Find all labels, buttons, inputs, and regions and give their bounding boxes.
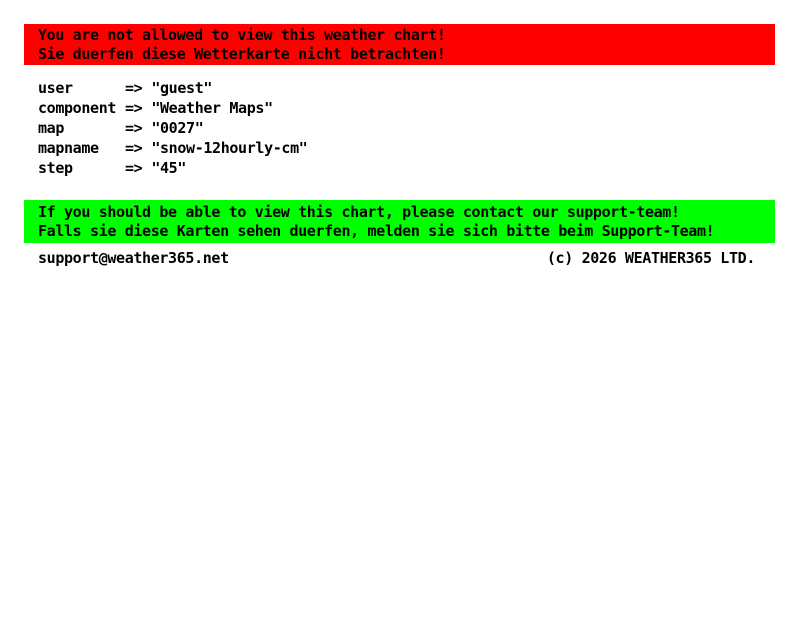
arrow-glyph: =>	[125, 79, 143, 97]
request-params-list	[38, 78, 800, 178]
param-row-map	[38, 118, 800, 138]
param-row-step	[38, 158, 800, 178]
param-key: user	[38, 79, 73, 97]
support-banner	[24, 200, 775, 243]
support-email: support@weather365.net	[38, 249, 229, 267]
arrow-glyph: =>	[125, 159, 143, 177]
param-value: "45"	[151, 159, 187, 177]
param-row-component	[38, 98, 800, 118]
footer	[24, 248, 775, 268]
param-key: component	[38, 99, 117, 117]
param-value: "0027"	[151, 119, 204, 137]
error-line-english: You are not allowed to view this weather chart!	[38, 26, 446, 44]
param-row-user	[38, 78, 800, 98]
arrow-glyph: =>	[125, 99, 143, 117]
param-row-mapname	[38, 138, 800, 158]
param-value: "guest"	[151, 79, 213, 97]
error-line-german: Sie duerfen diese Wetterkarte nicht betrachten!	[38, 45, 446, 63]
param-key: mapname	[38, 139, 99, 157]
arrow-glyph: =>	[125, 119, 143, 137]
param-value: "Weather Maps"	[151, 99, 273, 117]
error-banner	[24, 24, 775, 65]
support-line-english: If you should be able to view this chart, please contact our support-team!	[38, 203, 680, 221]
copyright-text: (c) 2026 WEATHER365 LTD.	[546, 249, 755, 267]
support-line-german: Falls sie diese Karten sehen duerfen, melden sie sich bitte beim Support-Team!	[38, 222, 715, 240]
param-value: "snow-12hourly-cm"	[151, 139, 308, 157]
arrow-glyph: =>	[125, 139, 143, 157]
param-key: step	[38, 159, 73, 177]
param-key: map	[38, 119, 65, 137]
